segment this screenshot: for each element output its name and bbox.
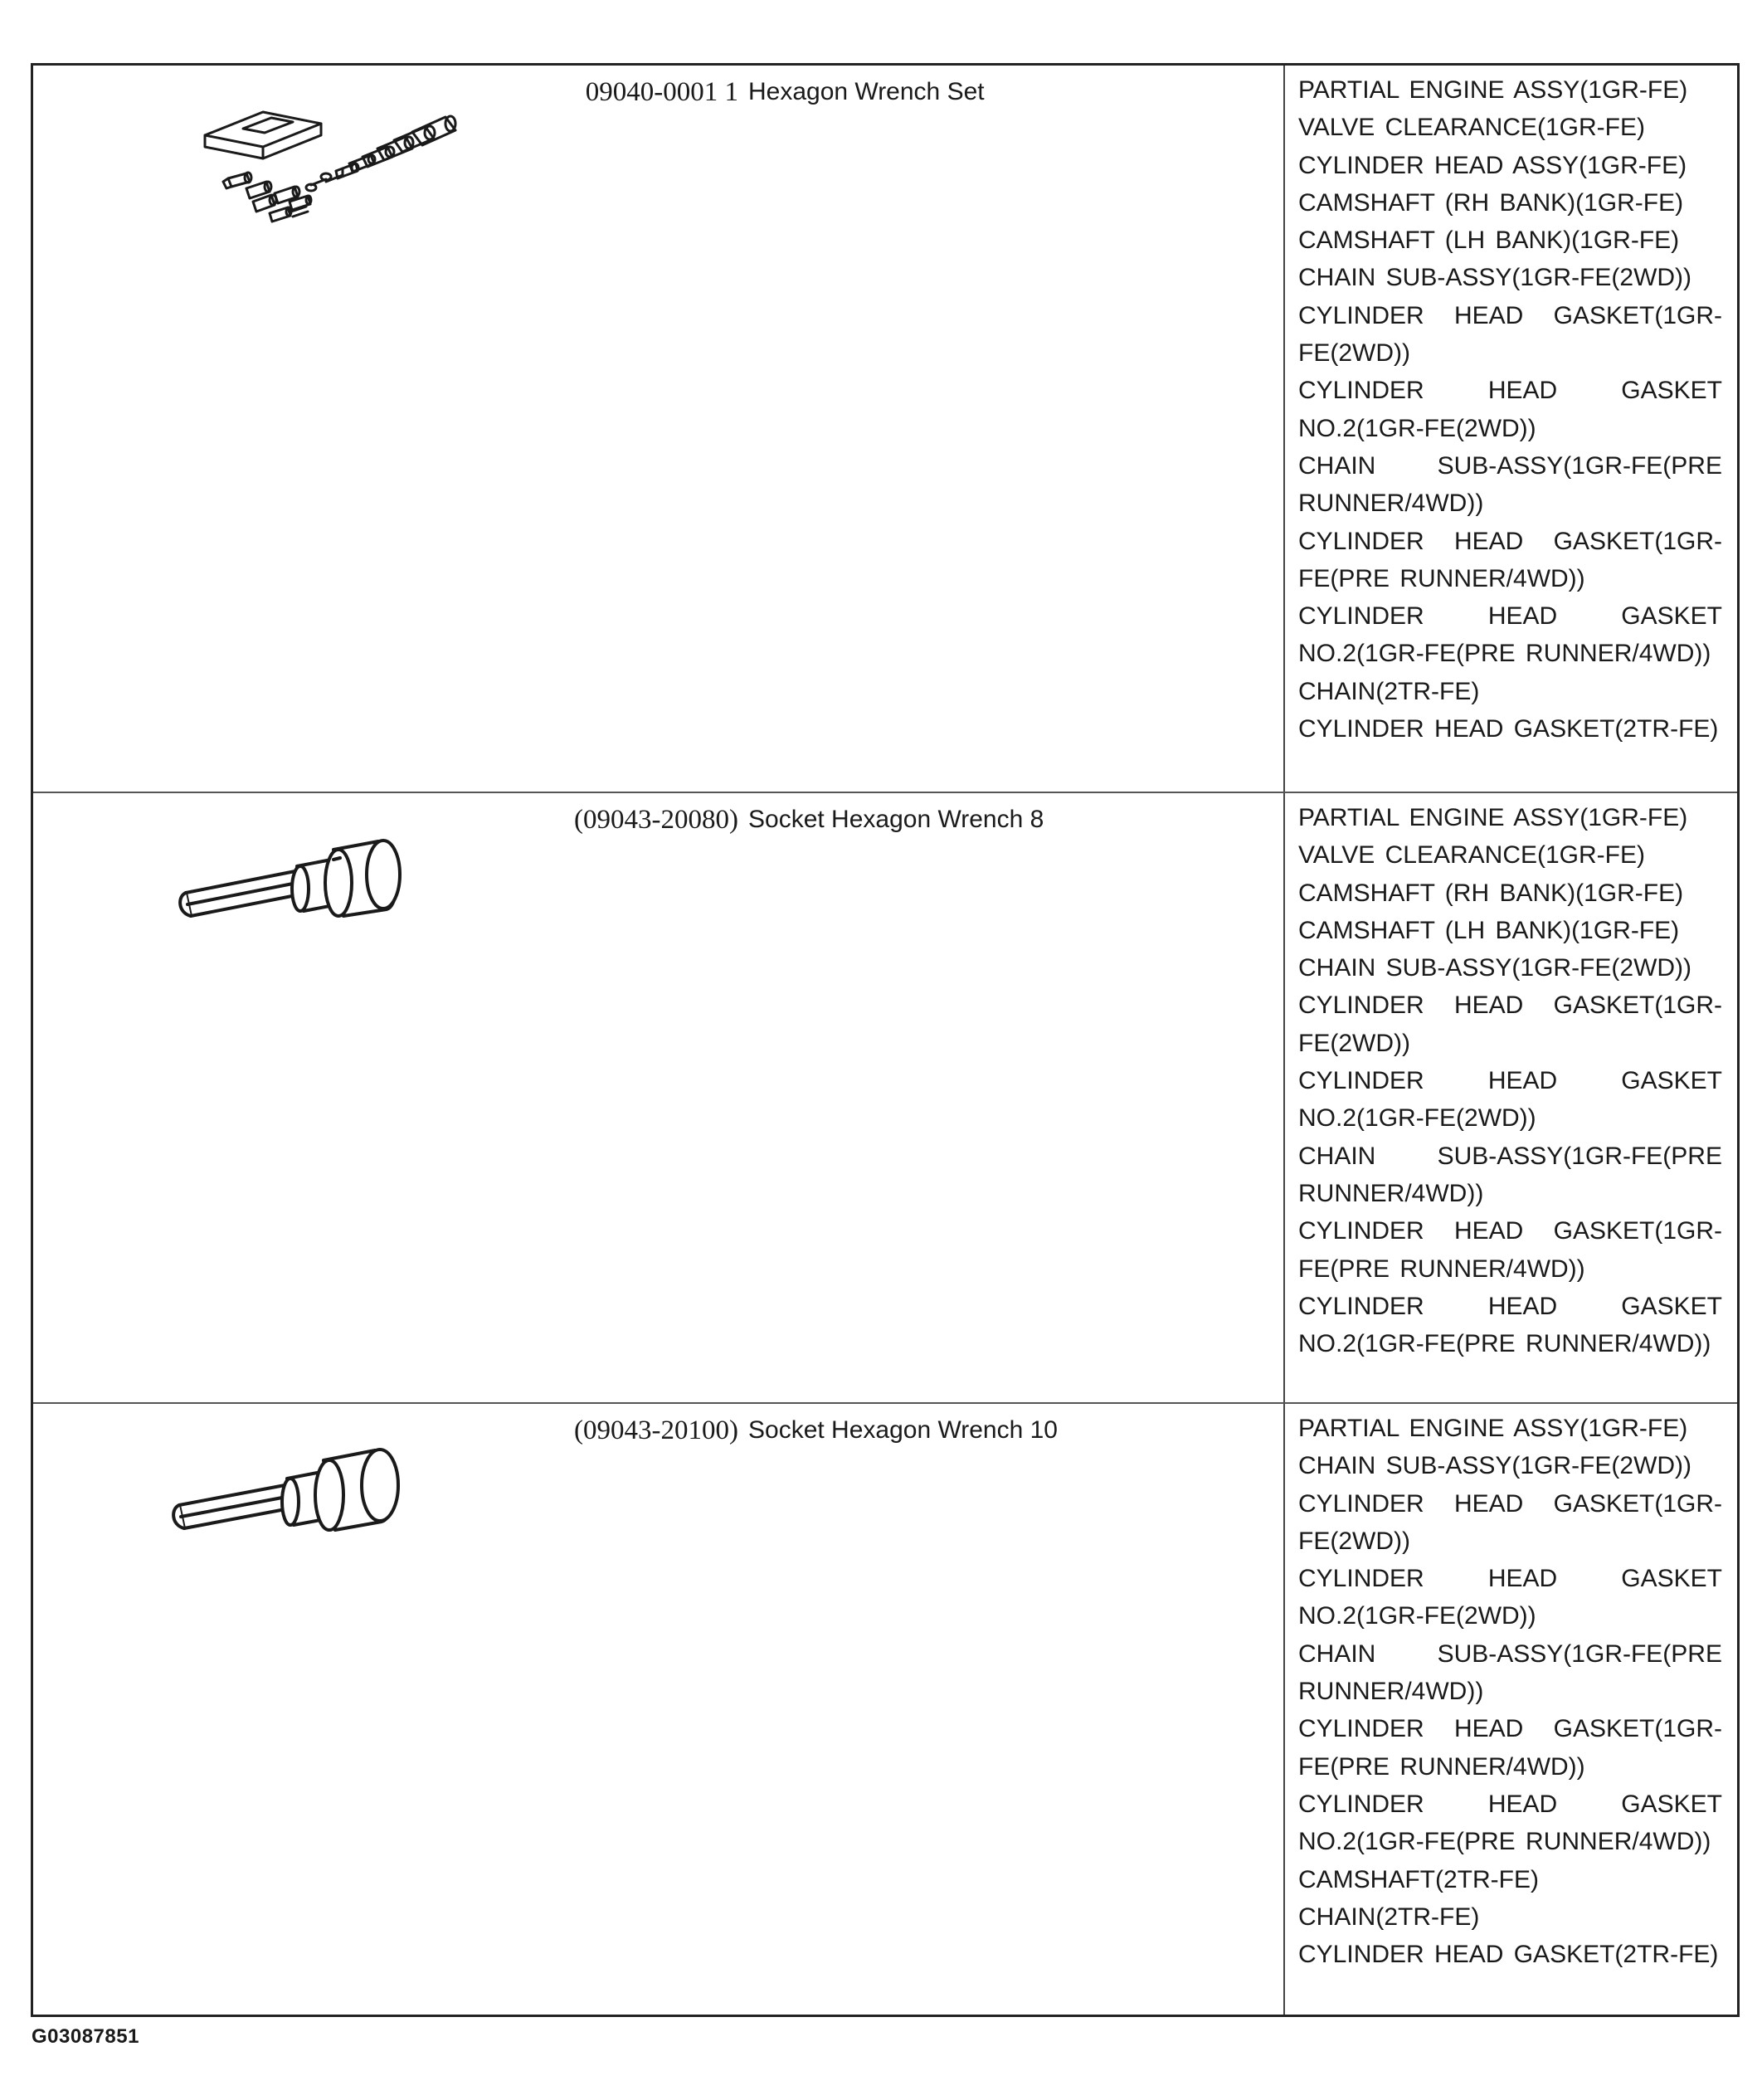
tool-name: Socket Hexagon Wrench 10 (748, 1416, 1058, 1444)
socket-hexagon-wrench-8-drawing (149, 818, 431, 943)
application-item: CYLINDER HEAD GASKET(2TR-FE) (1298, 1941, 1719, 1969)
application-item: CHAIN SUB-ASSY(1GR-FE(2WD)) (1298, 264, 1692, 292)
socket-hexagon-wrench-10-drawing (141, 1429, 423, 1553)
applications-cell (1283, 793, 1737, 1402)
part-number: (09043-20080) (574, 805, 738, 835)
application-item: CAMSHAFT (LH BANK)(1GR-FE) (1298, 916, 1680, 944)
application-item: CAMSHAFT (RH BANK)(1GR-FE) (1298, 188, 1684, 217)
application-item: CYLINDER HEAD GASKET(1GR-FE(2WD)) (1298, 301, 1722, 368)
application-item: CYLINDER HEAD GASKET NO.2(1GR-FE(2WD)) (1298, 1565, 1722, 1630)
application-item: CAMSHAFT(2TR-FE) (1298, 1865, 1539, 1893)
tool-row-hexagon-wrench-set (33, 66, 1737, 792)
application-item: VALVE CLEARANCE(1GR-FE) (1298, 841, 1645, 870)
application-item: CHAIN(2TR-FE) (1298, 1903, 1480, 1931)
hexagon-wrench-set-drawing (195, 95, 477, 228)
application-item: PARTIAL ENGINE ASSY(1GR-FE) (1298, 1415, 1688, 1442)
special-service-tools-table (31, 63, 1740, 2017)
application-item: CHAIN SUB-ASSY(1GR-FE(PRE RUNNER/4WD)) (1298, 451, 1722, 518)
application-item: CYLINDER HEAD GASKET(1GR-FE(PRE RUNNER/4WD)) (1298, 1217, 1722, 1283)
tool-row-socket-hexagon-wrench-8 (33, 792, 1737, 1402)
tool-name: Socket Hexagon Wrench 8 (748, 806, 1044, 833)
application-item: CHAIN SUB-ASSY(1GR-FE(2WD)) (1298, 1452, 1692, 1480)
application-item: VALVE CLEARANCE(1GR-FE) (1298, 114, 1645, 142)
hexagon-wrench-set-illustration (33, 66, 523, 792)
application-item: CYLINDER HEAD GASKET NO.2(1GR-FE(2WD)) (1298, 1067, 1722, 1133)
application-item: CAMSHAFT (LH BANK)(1GR-FE) (1298, 227, 1680, 255)
application-item: CYLINDER HEAD GASKET NO.2(1GR-FE(PRE RUNNER/4WD)) (1298, 1292, 1722, 1358)
application-item: CYLINDER HEAD GASKET(1GR-FE(2WD)) (1298, 1489, 1722, 1555)
applications-list (1298, 71, 1722, 748)
application-item: CYLINDER HEAD GASKET(1GR-FE(PRE RUNNER/4WD)) (1298, 527, 1722, 592)
application-item: CYLINDER HEAD GASKET(1GR-FE(2WD)) (1298, 992, 1722, 1057)
application-item: PARTIAL ENGINE ASSY(1GR-FE) (1298, 804, 1688, 831)
application-item: CHAIN SUB-ASSY(1GR-FE(PRE RUNNER/4WD)) (1298, 1640, 1722, 1706)
application-item: CYLINDER HEAD GASKET(1GR-FE(PRE RUNNER/4WD)) (1298, 1715, 1722, 1781)
applications-list (1298, 799, 1722, 1362)
part-number: (09043-20100) (574, 1415, 738, 1445)
application-item: CAMSHAFT (RH BANK)(1GR-FE) (1298, 879, 1684, 907)
tool-row-socket-hexagon-wrench-10 (33, 1402, 1737, 2015)
tool-name: Hexagon Wrench Set (748, 78, 985, 105)
applications-cell (1283, 1404, 1737, 2015)
application-item: PARTIAL ENGINE ASSY(1GR-FE) (1298, 76, 1688, 104)
applications-list (1298, 1410, 1722, 1973)
part-number: 09040-0001 1 (585, 77, 738, 107)
figure-code: G03087851 (32, 2025, 139, 2048)
socket-hexagon-wrench-10-illustration (33, 1404, 523, 2015)
application-item: CHAIN SUB-ASSY(1GR-FE(2WD)) (1298, 954, 1692, 982)
application-item: CYLINDER HEAD GASKET NO.2(1GR-FE(2WD)) (1298, 377, 1722, 442)
application-item: CHAIN(2TR-FE) (1298, 677, 1480, 705)
applications-cell (1283, 66, 1737, 792)
application-item: CYLINDER HEAD GASKET(2TR-FE) (1298, 715, 1719, 743)
application-item: CYLINDER HEAD ASSY(1GR-FE) (1298, 151, 1687, 179)
application-item: CYLINDER HEAD GASKET NO.2(1GR-FE(PRE RUNNER/4WD)) (1298, 602, 1722, 668)
application-item: CYLINDER HEAD GASKET NO.2(1GR-FE(PRE RUNNER/4WD)) (1298, 1790, 1722, 1856)
application-item: CHAIN SUB-ASSY(1GR-FE(PRE RUNNER/4WD)) (1298, 1142, 1722, 1207)
socket-hexagon-wrench-8-illustration (33, 793, 523, 1402)
